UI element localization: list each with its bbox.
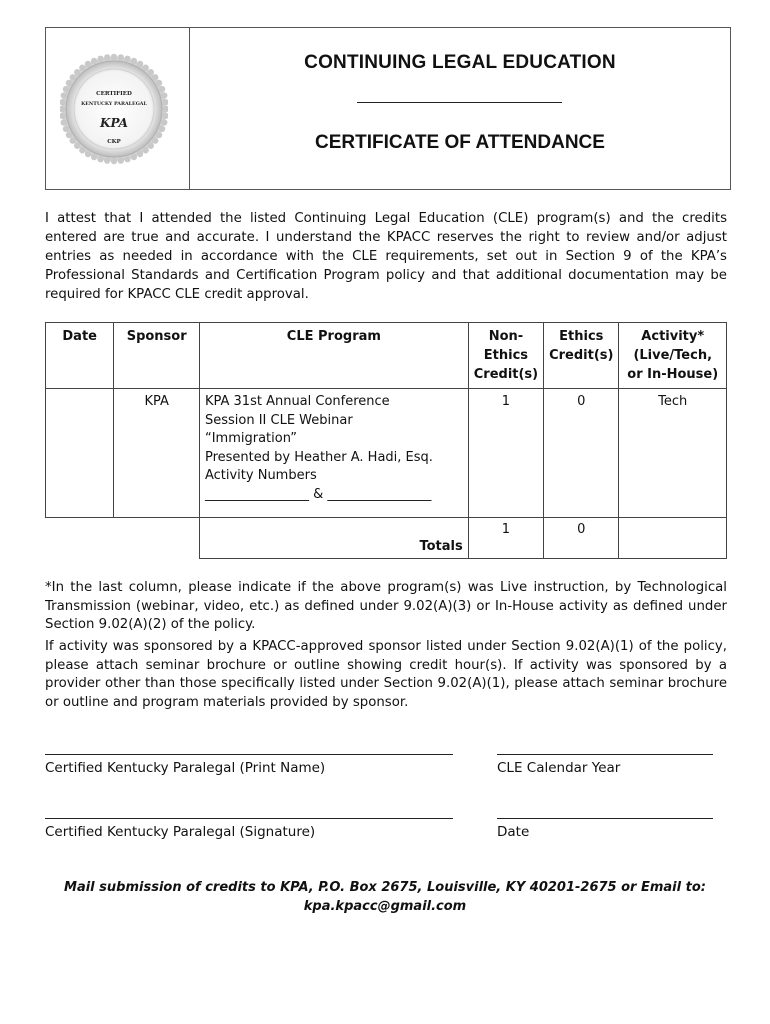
seal-tooth [118,157,124,163]
calendar-year-line[interactable] [497,754,713,755]
seal-tooth [79,65,85,71]
seal-tooth [137,151,143,157]
seal-tooth [118,54,124,60]
totals-row [46,518,727,559]
signature-label: Certified Kentucky Paralegal (Signature) [45,824,316,840]
header-sponsor: Sponsor [114,323,200,389]
program-line: KPA 31st Annual Conference [204,394,390,409]
date-label: Date [497,824,530,840]
print-name-label: Certified Kentucky Paralegal (Print Name) [45,760,326,776]
seal-tooth [111,158,117,164]
sponsor-note: If activity was sponsored by a KPACC-approved sponsor listed under Section 9.02(A)(1) of the policy, please attach seminar brochure or outline showing credit hour(s). If activity was sponsored by a provider other than those specifically listed under Section 9.02(A)(1), please attach seminar brochure or outline and program materials provided by sponsor. [45,639,727,710]
seal-tooth [131,58,137,64]
print-name-line[interactable] [45,754,453,755]
seal-tooth [70,137,76,143]
attestation-paragraph: I attest that I attended the listed Continuing Legal Education (CLE) program(s) and the credits entered are true and accurate. I understand the KPACC reserves the right to review and/or adjust entries as needed in accordance with the CLE requirements, set out in Section 9 of the KPA’s Professional Standards and Certification Program policy and that additional documentation may be required for KPACC CLE credit approval. [45,211,727,302]
seal-tooth [148,143,154,149]
page-subtitle: CERTIFICATE OF ATTENDANCE [315,132,605,153]
certification-seal [60,44,168,174]
program-line: Presented by Heather A. Hadi, Esq. [204,449,433,465]
date-line[interactable] [497,818,713,819]
program-line: Session II CLE Webinar [204,412,353,428]
seal-tooth [156,132,162,138]
seal-tooth [91,154,97,160]
seal-tooth [85,61,91,67]
mailing-address: Mail submission of credits to KPA, P.O. Box 2675, Louisville, KY 40201-2675 or Email to: [64,880,706,895]
seal-tooth [97,56,103,62]
program-line: Activity Numbers [204,468,317,483]
seal-tooth [159,86,165,92]
header-date: Date [46,323,114,389]
cell-non-ethics: 1 [468,389,543,518]
cell-date[interactable] [46,389,114,518]
seal-line-4: CKP [107,139,121,145]
title-divider-line [357,102,562,103]
program-line: “Immigration” [204,431,297,446]
total-activity [619,518,727,559]
seal-tooth [79,147,85,153]
activity-note: *In the last column, please indicate if the above program(s) was Live instruction, by Technological Transmission (webinar, video, etc.) as defined under 9.02(A)(3) or In-House activity as defined under Section 9.02(A)(2) of the policy. [45,580,727,632]
signature-line[interactable] [45,818,453,819]
seal-tooth [85,151,91,157]
seal-tooth [161,119,167,125]
seal-tooth [97,156,103,162]
seal-tooth [161,92,167,98]
seal-tooth [61,92,67,98]
seal-tooth [104,157,110,163]
seal-tooth [152,137,158,143]
cell-ethics: 0 [544,389,619,518]
seal-tooth [66,132,72,138]
seal-tooth [104,54,110,60]
total-ethics: 0 [544,518,619,559]
table-row [46,389,727,518]
total-non-ethics: 1 [468,518,543,559]
seal-line-2: KENTUCKY PARALEGAL [81,101,147,107]
header-ethics: Ethics Credit(s) [544,323,619,389]
seal-tooth [152,74,158,80]
cle-table [45,322,727,559]
seal-tooth [111,54,117,60]
seal-tooth [91,58,97,64]
seal-tooth [124,156,130,162]
seal-logo: KPA [100,116,128,130]
header-activity: Activity* (Live/Tech, or In-House) [619,323,727,389]
contact-email[interactable]: kpa.kpacc@gmail.com [303,899,467,914]
mailing-instructions [0,878,770,916]
seal-tooth [142,65,148,71]
calendar-year-label: CLE Calendar Year [497,760,621,776]
cell-sponsor: KPA [114,389,200,518]
seal-tooth [148,69,154,75]
header-non-ethics: Non-Ethics Credit(s) [468,323,543,389]
page-title: CONTINUING LEGAL EDUCATION [304,52,616,73]
seal-tooth [159,126,165,132]
header-box [45,27,731,190]
cell-activity: Tech [619,389,727,518]
header-program: CLE Program [199,323,468,389]
seal-tooth [66,80,72,86]
table-header-row [46,323,727,389]
header-title-area [190,28,730,189]
seal-tooth [142,147,148,153]
seal-tooth [124,56,130,62]
seal-tooth [137,61,143,67]
seal-tooth [156,80,162,86]
seal-line-1: CERTIFIED [96,91,132,97]
totals-spacer [46,518,200,559]
activity-numbers-blanks[interactable]: ________________ & ________________ [204,486,432,502]
seal-tooth [61,119,67,125]
seal-tooth [131,154,137,160]
seal-tooth [74,143,80,149]
seal-tooth [63,126,69,132]
seal-tooth [63,86,69,92]
seal-tooth [70,74,76,80]
cell-program [199,389,468,518]
seal-tooth [74,69,80,75]
totals-label: Totals [199,518,468,559]
